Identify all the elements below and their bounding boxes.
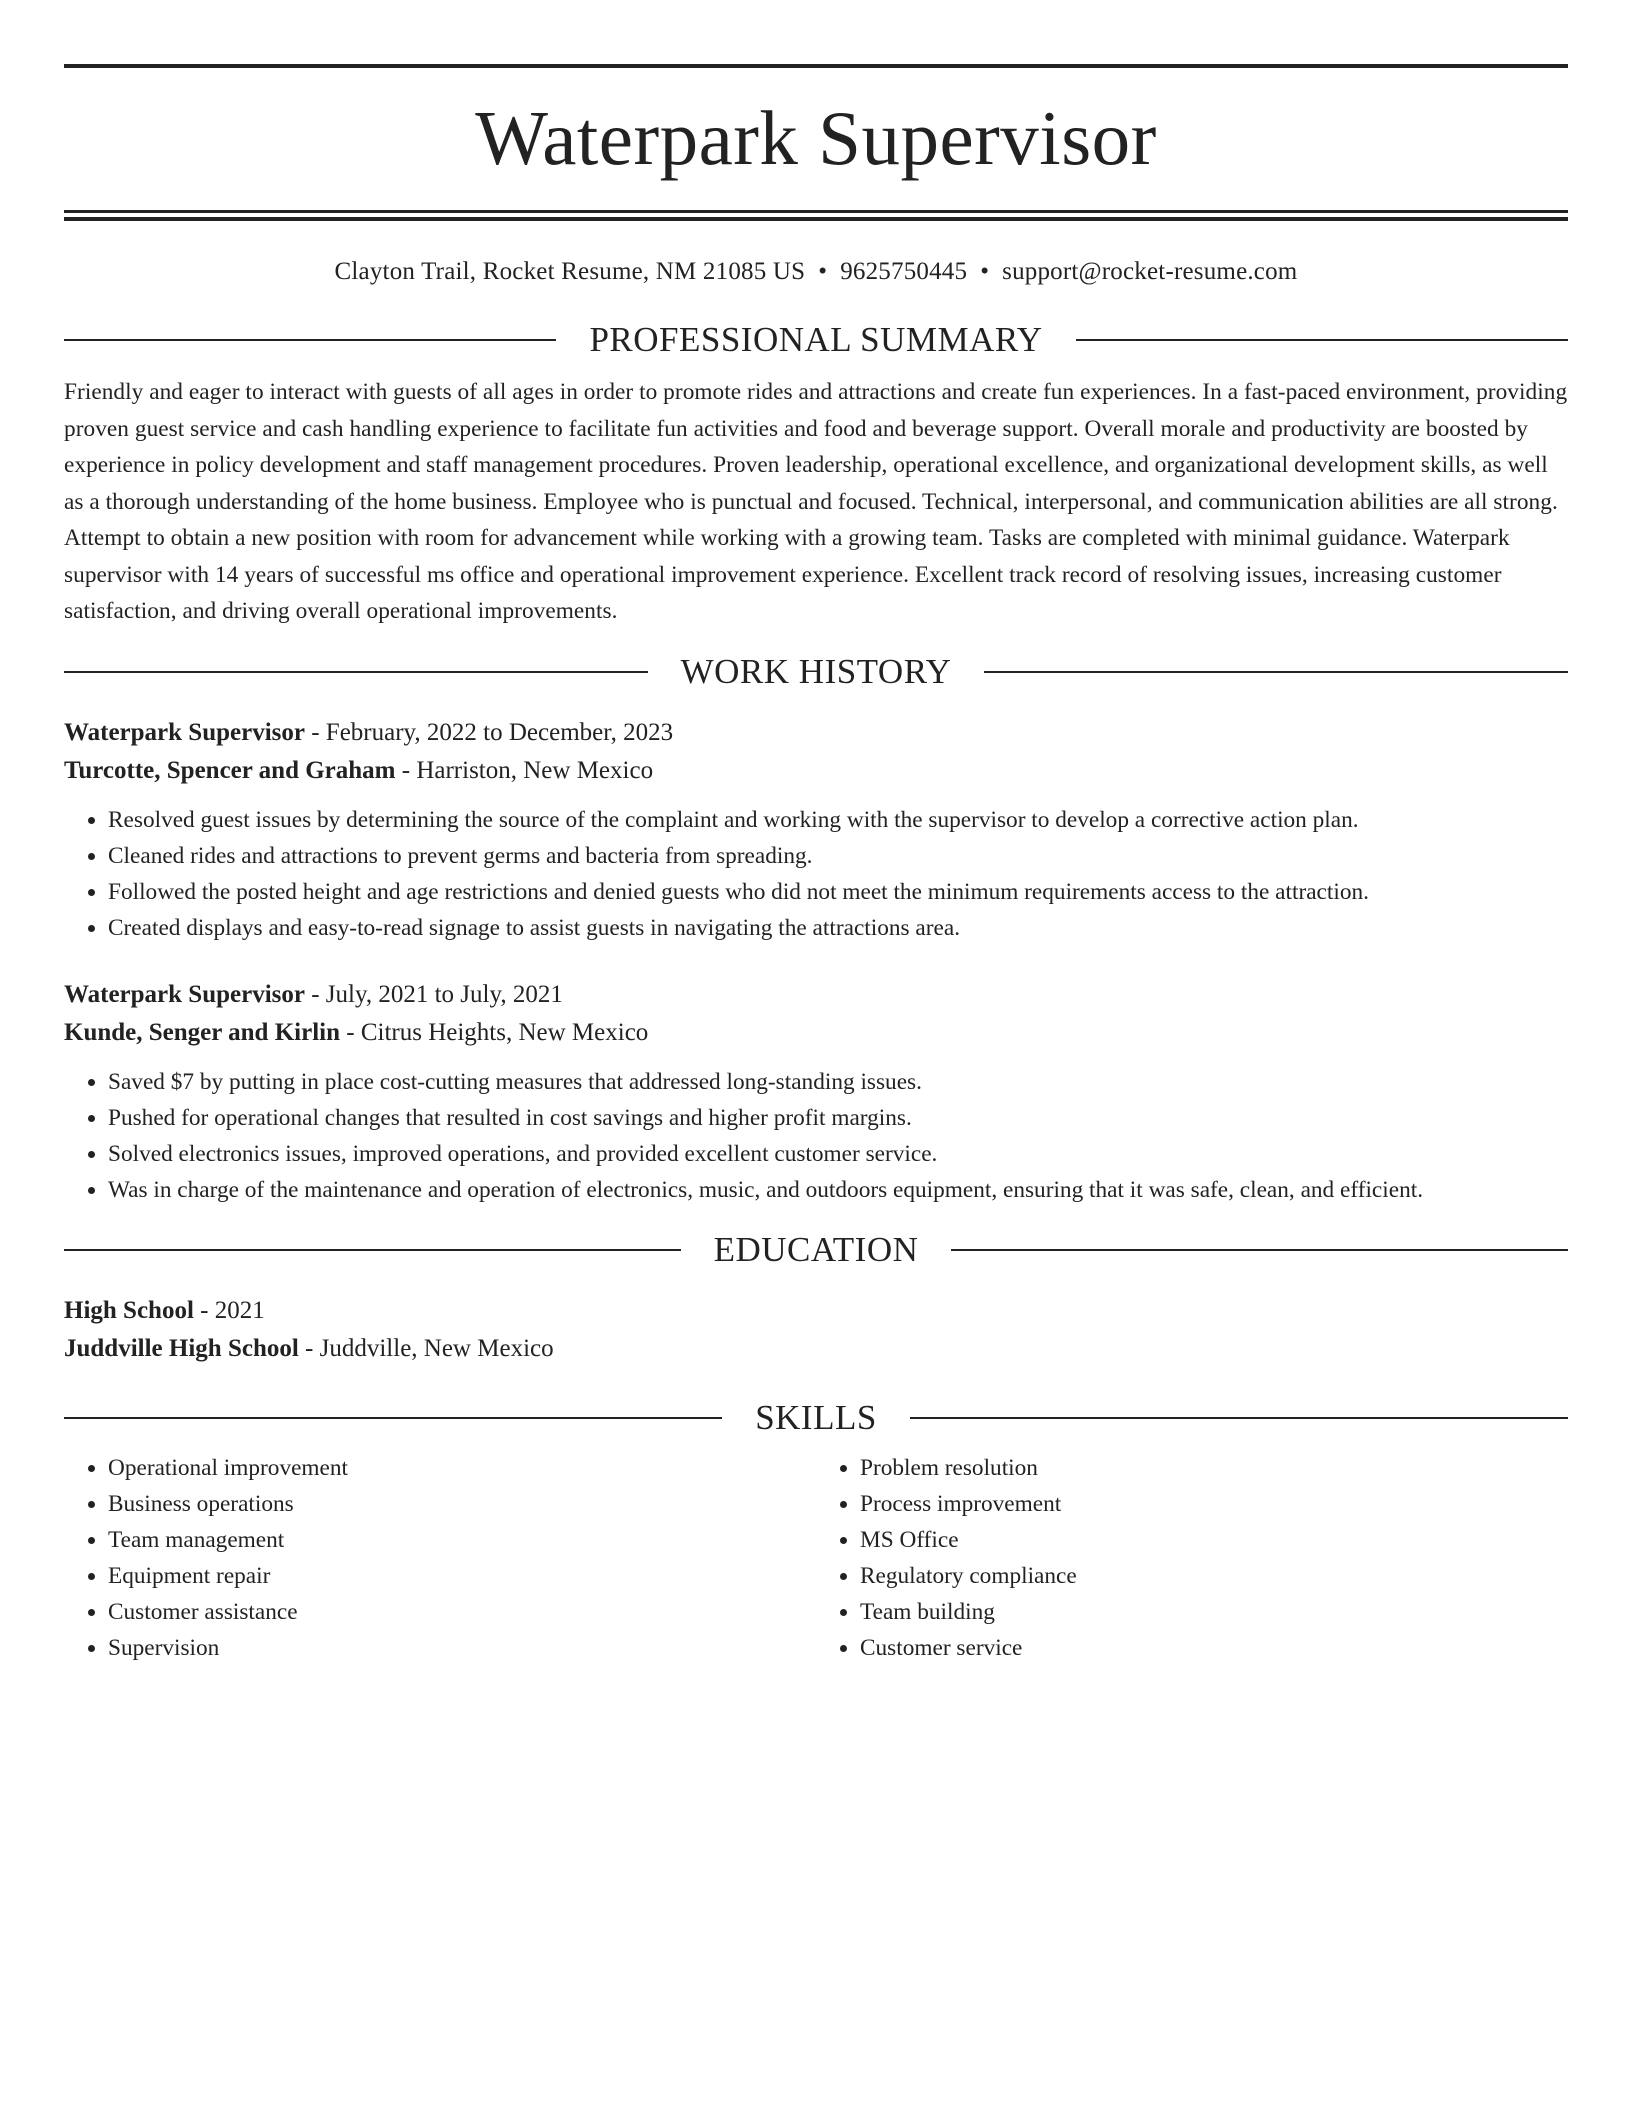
list-item: • Regulatory compliance — [860, 1558, 1568, 1594]
job-company: Turcotte, Spencer and Graham — [64, 756, 396, 784]
skills-heading — [64, 1398, 1568, 1438]
job-role: Waterpark Supervisor — [64, 980, 305, 1008]
skills-column-left — [64, 1450, 816, 1666]
heading-rule-left — [64, 1417, 722, 1419]
job-company: Kunde, Senger and Kirlin — [64, 1018, 340, 1046]
summary-heading — [64, 320, 1568, 360]
list-item: • Customer assistance — [108, 1594, 816, 1630]
address: Clayton Trail, Rocket Resume, NM 21085 US — [334, 258, 806, 285]
job-dates: - February, 2022 to December, 2023 — [304, 718, 674, 746]
list-item: • Supervision — [108, 1630, 816, 1666]
heading-rule-left — [64, 671, 648, 673]
list-item: • Saved $7 by putting in place cost-cutting measures that addressed long-standing issues. — [108, 1064, 1568, 1100]
top-rule — [64, 64, 1568, 68]
resume-page — [64, 64, 1568, 1666]
job-entry — [64, 976, 1568, 1208]
graduation-year: - 2021 — [193, 1296, 265, 1324]
list-item: • Equipment repair — [108, 1558, 816, 1594]
job-title-line — [64, 714, 1568, 752]
email: support@rocket-resume.com — [1002, 258, 1298, 285]
list-item: • Operational improvement — [108, 1450, 816, 1486]
job-company-line — [64, 1014, 1568, 1052]
contact-line — [64, 258, 1568, 286]
heading-rule-right — [910, 1417, 1568, 1419]
list-item: • Resolved guest issues by determining the source of the complaint and working with the supervisor to develop a corrective action plan. — [108, 802, 1568, 838]
phone: 9625750445 — [840, 258, 968, 285]
list-item: • Pushed for operational changes that resulted in cost savings and higher profit margins. — [108, 1100, 1568, 1136]
education-entry — [64, 1292, 1568, 1368]
job-role: Waterpark Supervisor — [64, 718, 305, 746]
list-item: • Customer service — [860, 1630, 1568, 1666]
list-item: • Created displays and easy-to-read signage to assist guests in navigating the attractions area. — [108, 910, 1568, 946]
section-title: WORK HISTORY — [680, 651, 952, 691]
heading-rule-left — [64, 339, 556, 341]
job-company-line — [64, 752, 1568, 790]
job-dates: - July, 2021 to July, 2021 — [304, 980, 563, 1008]
job-location: - Citrus Heights, New Mexico — [340, 1018, 649, 1046]
list-item: • Problem resolution — [860, 1450, 1568, 1486]
list-item: • Solved electronics issues, improved operations, and provided excellent customer service. — [108, 1136, 1568, 1172]
job-entry — [64, 714, 1568, 946]
list-item: • Business operations — [108, 1486, 816, 1522]
job-bullets — [64, 802, 1568, 946]
skills-column-right — [816, 1450, 1568, 1666]
bullet-separator: • — [980, 258, 990, 285]
list-item: • Was in charge of the maintenance and operation of electronics, music, and outdoors equipment, ensuring that it was safe, clean, and efficient. — [108, 1172, 1568, 1208]
list-item: • Team building — [860, 1594, 1568, 1630]
education-heading — [64, 1230, 1568, 1270]
job-title-line — [64, 976, 1568, 1014]
list-item: • Followed the posted height and age restrictions and denied guests who did not meet the minimum requirements access to the attraction. — [108, 874, 1568, 910]
summary-text: Friendly and eager to interact with guests of all ages in order to promote rides and attractions and create fun experiences. In a fast-paced environment, providing proven guest service and cash handling experience to facilitate fun activities and food and beverage support. Overall morale and productivity are boosted by experience in policy development and staff management procedures. Proven leadership, operational excellence, and organizational development skills, as well as a thorough understanding of the home business. Employee who is punctual and focused. Technical, interpersonal, and communication abilities are all strong. Attempt to obtain a new position with room for advancement while working with a growing team. Tasks are completed with minimal guidance. Waterpark supervisor with 14 years of successful ms office and operational improvement experience. Excellent track record of resolving issues, increasing customer satisfaction, and driving overall operational improvements. — [64, 379, 1568, 624]
resume-name: Waterpark Supervisor — [475, 95, 1157, 181]
section-title: EDUCATION — [713, 1229, 919, 1269]
school-location: - Juddville, New Mexico — [298, 1334, 554, 1362]
heading-rule-right — [1076, 339, 1568, 341]
work-history-heading — [64, 652, 1568, 692]
school-line — [64, 1330, 1568, 1368]
list-item: • Process improvement — [860, 1486, 1568, 1522]
school: Juddville High School — [64, 1334, 299, 1362]
section-title: PROFESSIONAL SUMMARY — [589, 320, 1043, 359]
heading-rule-right — [951, 1249, 1568, 1251]
list-item: • Team management — [108, 1522, 816, 1558]
degree-line — [64, 1292, 1568, 1330]
job-location: - Harriston, New Mexico — [395, 756, 654, 784]
job-bullets — [64, 1064, 1568, 1208]
heading-rule-left — [64, 1249, 681, 1251]
skills-list — [64, 1450, 1568, 1666]
list-item: • Cleaned rides and attractions to prevent germs and bacteria from spreading. — [108, 838, 1568, 874]
bullet-separator: • — [818, 258, 828, 285]
heading-rule-right — [984, 671, 1568, 673]
double-rule — [64, 210, 1568, 222]
section-title: SKILLS — [755, 1397, 877, 1437]
degree: High School — [64, 1296, 194, 1324]
list-item: • MS Office — [860, 1522, 1568, 1558]
